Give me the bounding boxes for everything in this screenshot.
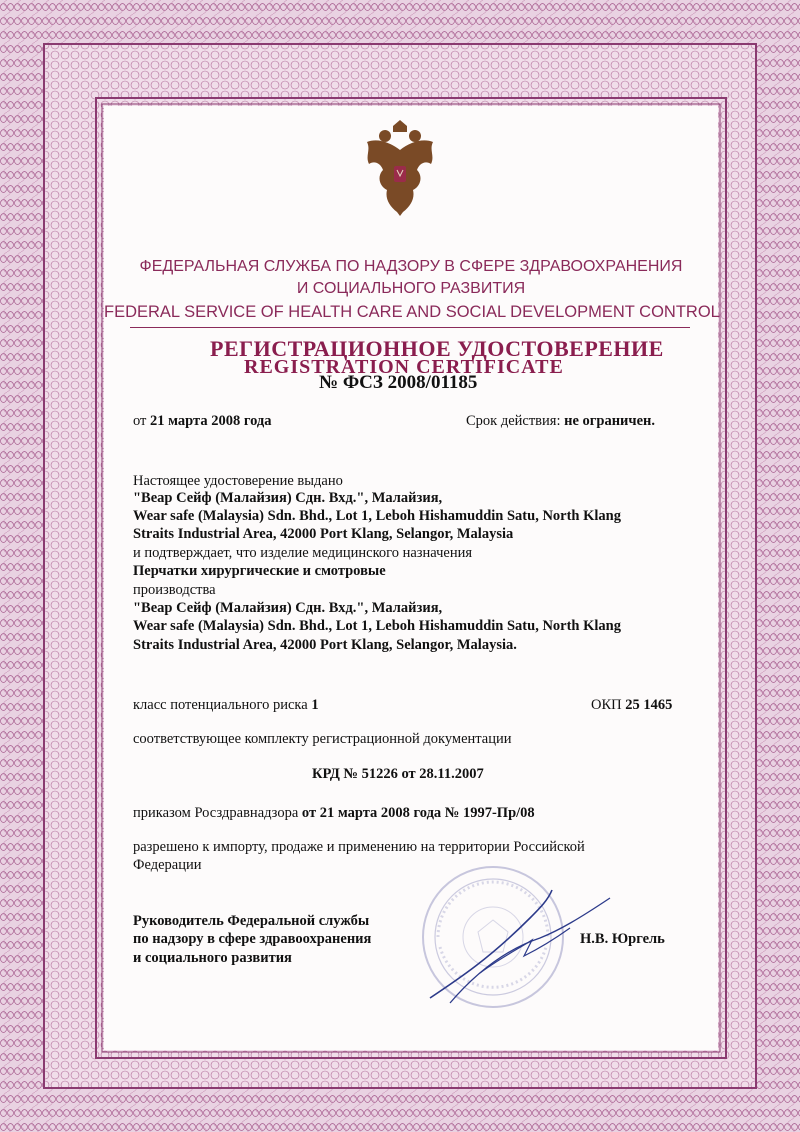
header-divider bbox=[130, 327, 690, 328]
double-headed-eagle-emblem bbox=[355, 120, 445, 220]
certificate-title-ru: РЕГИСТРАЦИОННОЕ УДОСТОВЕРЕНИЕ bbox=[210, 336, 664, 361]
signatory-title-line3: и социального развития bbox=[133, 950, 292, 966]
agency-name-ru-line2: И СОЦИАЛЬНОГО РАЗВИТИЯ bbox=[296, 280, 526, 297]
issued-label: Настоящее удостоверение выдано bbox=[133, 473, 343, 489]
holder-address-line1: Wear safe (Malaysia) Sdn. Bhd., Lot 1, Leboh Hishamuddin Satu, North Klang bbox=[133, 508, 621, 524]
product-name: Перчатки хирургические и смотровые bbox=[133, 563, 386, 579]
okp-code: ОКП 25 1465 bbox=[591, 697, 673, 713]
holder-address-line2: Straits Industrial Area, 42000 Port Klang, Selangor, Malaysia bbox=[133, 526, 514, 542]
signatory-title-line2: по надзору в сфере здравоохранения bbox=[133, 931, 372, 947]
validity: Срок действия: не ограничен. bbox=[466, 413, 655, 429]
order-reference: приказом Росздравнадзора от 21 марта 2008 года № 1997-Пр/08 bbox=[133, 805, 535, 821]
agency-name-ru-line1: ФЕДЕРАЛЬНАЯ СЛУЖБА ПО НАДЗОРУ В СФЕРЕ ЗДРАВООХРАНЕНИЯ bbox=[139, 258, 683, 275]
manufacturer-label: производства bbox=[133, 582, 216, 598]
certificate-number: № ФСЗ 2008/01185 bbox=[319, 372, 478, 393]
confirms-text: и подтверждает, что изделие медицинского назначения bbox=[133, 545, 473, 561]
permission-line1: разрешено к импорту, продаже и применению на территории Российской bbox=[133, 839, 585, 855]
issue-date: от 21 марта 2008 года bbox=[133, 413, 272, 429]
manufacturer-name-ru: "Веар Сейф (Малайзия) Сдн. Вхд.", Малайзия, bbox=[133, 600, 443, 616]
manufacturer-address-line1: Wear safe (Malaysia) Sdn. Bhd., Lot 1, Leboh Hishamuddin Satu, North Klang bbox=[133, 618, 621, 634]
manufacturer-address-line2: Straits Industrial Area, 42000 Port Klang, Selangor, Malaysia. bbox=[133, 637, 517, 653]
handwritten-signature bbox=[420, 878, 620, 1018]
permission-line2: Федерации bbox=[133, 857, 202, 873]
signatory-title-line1: Руководитель Федеральной службы bbox=[133, 913, 370, 929]
agency-name-en: FEDERAL SERVICE OF HEALTH CARE AND SOCIAL DEVELOPMENT CONTROL bbox=[104, 303, 720, 321]
conforms-text: соответствующее комплекту регистрационной документации bbox=[133, 731, 512, 747]
holder-name-ru: "Веар Сейф (Малайзия) Сдн. Вхд.", Малайзия, bbox=[133, 490, 443, 506]
krd-reference: КРД № 51226 от 28.11.2007 bbox=[312, 766, 484, 782]
risk-class: класс потенциального риска 1 bbox=[133, 697, 319, 713]
signatory-name: Н.В. Юргель bbox=[580, 931, 665, 947]
certificate-title-en: REGISTRATION CERTIFICATE bbox=[244, 356, 564, 378]
